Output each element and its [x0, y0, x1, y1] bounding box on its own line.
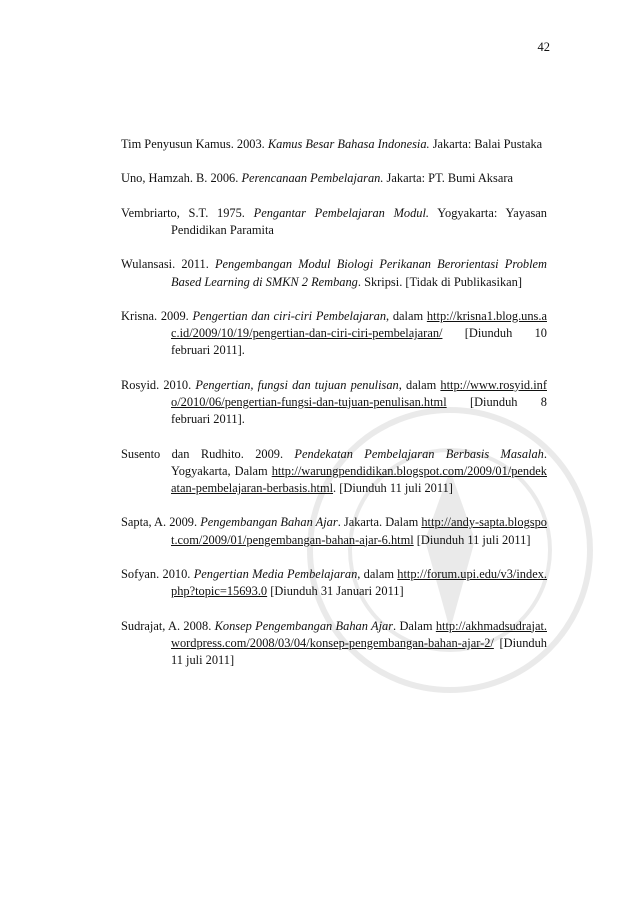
- reference-link[interactable]: http://forum.upi.edu/v3/index.php?topic=15693.0: [171, 566, 547, 599]
- reference-link[interactable]: http://andy-sapta.blogspot.com/2009/01/pengembangan-bahan-ajar-6.html: [171, 515, 547, 547]
- reference-entry: Sapta, A. 2009. Pengembangan Bahan Ajar. Jakarta. Dalam http://andy-sapta.blogspot.com/2009/01/pengembangan-bahan-ajar-6.html [Diunduh 11 juli 2011]: [121, 515, 547, 547]
- reference-entry: Vembriarto, S.T. 1975. Pengantar Pembelajaran Modul. Yogyakarta: Yayasan Pendidikan Paramita: [121, 205, 547, 237]
- reference-link[interactable]: http://krisna1.blog.uns.ac.id/2009/10/19/pengertian-dan-ciri-ciri-pembelajaran/: [171, 308, 547, 341]
- reference-entry: Sudrajat, A. 2008. Konsep Pengembangan Bahan Ajar. Dalam http://akhmadsudrajat.wordpress.com/2008/03/04/konsep-pengembangan-bahan-ajar-2/ [Diunduh 11 juli 2011]: [121, 618, 547, 667]
- reference-entry: Susento dan Rudhito. 2009. Pendekatan Pembelajaran Berbasis Masalah. Yogyakarta, Dalam http://warungpendidikan.blogspot.com/2009/01/pendekatan-pembelajaran-berbasis.html. [Diunduh 11 juli 2011]: [121, 446, 547, 495]
- reference-link[interactable]: http://www.rosyid.info/2010/06/pengertian-fungsi-dan-tujuan-penulisan.html: [171, 377, 547, 409]
- reference-entry: Wulansasi. 2011. Pengembangan Modul Biologi Perikanan Berorientasi Problem Based Learning di SMKN 2 Rembang. Skripsi. [Tidak di Publikasikan]: [121, 257, 547, 289]
- reference-link[interactable]: http://warungpendidikan.blogspot.com/2009/01/pendekatan-pembelajaran-berbasis.html: [171, 463, 547, 495]
- reference-entry: Tim Penyusun Kamus. 2003. Kamus Besar Bahasa Indonesia. Jakarta: Balai Pustaka: [121, 137, 543, 151]
- reference-entry: Krisna. 2009. Pengertian dan ciri-ciri Pembelajaran, dalam http://krisna1.blog.uns.ac.id/2009/10/19/pengertian-dan-ciri-ciri-pembelajaran/ [Diunduh 10 februari 2011].: [121, 308, 547, 358]
- reference-list: [121, 136, 547, 686]
- reference-link[interactable]: http://akhmadsudrajat.wordpress.com/2008/03/04/konsep-pengembangan-bahan-ajar-2/: [171, 618, 547, 650]
- reference-entry: Sofyan. 2010. Pengertian Media Pembelajaran, dalam http://forum.upi.edu/v3/index.php?topic=15693.0 [Diunduh 31 Januari 2011]: [121, 566, 547, 599]
- reference-entry: Uno, Hamzah. B. 2006. Perencanaan Pembelajaran. Jakarta: PT. Bumi Aksara: [121, 171, 513, 186]
- reference-entry: Rosyid. 2010. Pengertian, fungsi dan tujuan penulisan, dalam http://www.rosyid.info/2010/06/pengertian-fungsi-dan-tujuan-penulisan.html [Diunduh 8 februari 2011].: [121, 377, 547, 427]
- page-number: 42: [537, 40, 550, 54]
